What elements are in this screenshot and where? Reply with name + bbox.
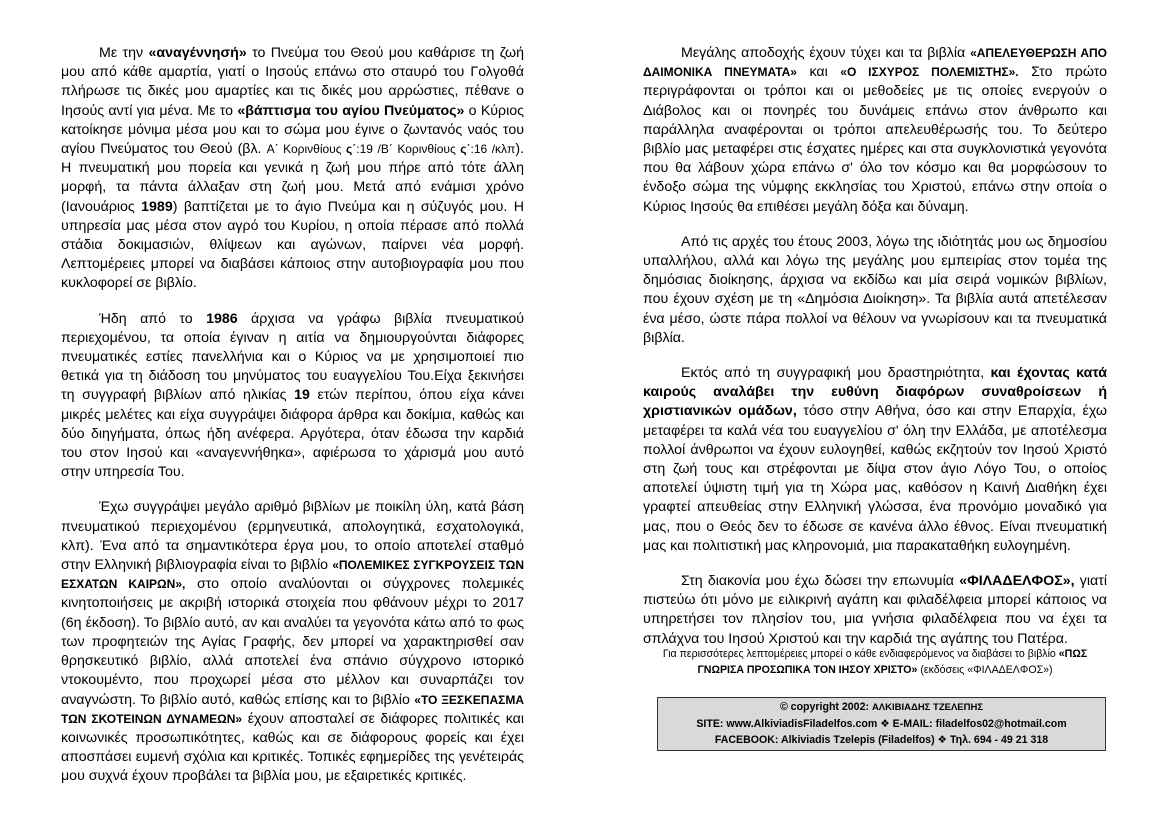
reference-note: Για περισσότερες λεπτομέρειες μπορεί ο κάθε ενδιαφερόμενος να διαβάσει το βιβλίο «ΠΩΣ ΓΝΩΡΙΣΑ ΠΡΟΣΩΠΙΚΑ ΤΟΝ ΙΗΣΟΥ ΧΡΙΣΤΟ» (εκδόσεις «ΦΙΛΑΔΕΛΦΟΣ») [662,648,1088,676]
book-title: «ΤΟ ΞΕΣΚΕΠΑΣΜΑ ΤΩΝ ΣΚΟΤΕΙΝΩΝ ΔΥΝΑΜΕΩΝ» [61,692,524,726]
copyright-line: © copyright 2002: ΑΛΚΙΒΙΑΔΗΣ ΤΖΕΛΕΠΗΣ [779,701,984,713]
facebook-line: FACEBOOK: Alkiviadis Tzelepis (Filadelfos) ❖ Τηλ. 694 - 49 21 318 [714,734,1049,746]
book-title: «ΑΠΕΛΕΥΘΕΡΩΣΗ ΑΠΟ ΔΑΙΜΟΝΙΚΑ ΠΝΕΥΜΑΤΑ» [643,46,1107,80]
site-line: SITE: www.AlkiviadisFiladelfos.com ❖ E-MAIL: filadelfos02@hotmail.com [696,718,1067,730]
copyright-box [657,697,1106,751]
paragraph: Από τις αρχές του έτους 2003, λόγω της ιδιότητάς μου ως δημοσίου υπαλλήλου, αλλά και λόγω της μεγάλης μου εμπειρίας στον τομέα της δημόσιας διοίκησης, άρχισα να εκδίδω και μία σειρά νομικών βιβλίων, που έχουν σχέση με τη «Δημόσια Διοίκηση». Τα βιβλία αυτά απετέλεσαν ένα μέσο, ώστε πάρα πολλοί να θέλουν να γνωρίσουν και τα πνευματικά βιβλία. [643,233,1107,346]
paragraph: Εκτός από τη συγγραφική μου δραστηριότητα, και έχοντας κατά καιρούς αναλάβει την ευθύνη διαφόρων συναθροίσεων ή χριστιανικών ομάδων, τόσο στην Αθήνα, όσο και στην Επαρχία, έχω μεταφέρει τα καλά νέα του ευαγγελίου σ' όλη την Ελλάδα, με αποτέλεσμα πολλοί άνθρωποι να έχουν ευλογηθεί, καθώς εκζητούν τον Ιησού Χριστό στη ζωή τους και στρέφονται με δίψα στον άγιο Λόγο Του, ο οποίος αποτελεί ύψιστη τιμή για τη Χώρα μας, καθόσον η Καινή Διαθήκη έχει γραφτεί απευθείας στην Ελληνική γλώσσα, ένα προνόμιο μοναδικό για μας, που ο Θεός δεν το έδωσε σε κανένα άλλο έθνος. Είναι πνευματική μας και πολιτιστική μας κληρονομιά, μια παρακαταθήκη ευλογημένη. [643,365,1107,554]
right-column [643,44,1107,665]
paragraph: Ήδη από το 1986 άρχισα να γράφω βιβλία πνευματικού περιεχομένου, τα οποία έγιναν η αιτία να δημιουργούνται διάφορες πνευματικές εστίες πανελλήνια και ο Κύριος να με χρησιμοποιεί πιο θετικά για τη διάδοση του μηνύματος του ευαγγελίου Του.Είχα ξεκινήσει τη συγγραφή βιβλίων από ηλικίας 19 ετών περίπου, όπου είχα κάνει μικρές μελέτες και είχα συγγράψει διάφορα άρθρα και δοκίμια, καθώς και δύο διηγήματα, όπως ήδη ανέφερα. Αργότερα, όταν έδωσα την καρδιά του στον Ιησού και «αναγεννήθηκα», αφιέρωσα το χάρισμά μου αυτό στην υπηρεσία Του. [61,310,524,481]
book-title: «ΠΟΛΕΜΙΚΕΣ ΣΥΓΚΡΟΥΣΕΙΣ ΤΩΝ ΕΣΧΑΤΩΝ ΚΑΙΡΩΝ», [61,558,524,592]
paragraph: Στη διακονία μου έχω δώσει την επωνυμία «ΦΙΛΑΔΕΛΦΟΣ», γιατί πιστεύω ότι μόνο με ειλικρινή αγάπη και φιλαδέλφεια μπορεί κάποιος να υπηρετήσει τον πλησίον του, μια γνήσια φιλαδέλφεια που να έχει τα σπλάχνα του Ιησού Χριστού και την καρδιά της αγάπης του Πατέρα. [643,573,1107,647]
paragraph: Μεγάλης αποδοχής έχουν τύχει και τα βιβλία «ΑΠΕΛΕΥΘΕΡΩΣΗ ΑΠΟ ΔΑΙΜΟΝΙΚΑ ΠΝΕΥΜΑΤΑ» και «Ο ΙΣΧΥΡΟΣ ΠΟΛΕΜΙΣΤΗΣ». Στο πρώτο περιγράφονται οι τρόποι και οι μεθοδείες με τις οποίες ενεργούν ο Διάβολος και οι πονηρές του δυνάμεις επάνω στον άνθρωπο και παράλληλα αναφέρονται οι τρόποι απελευθέρωσής του. Το δεύτερο βιβλίο μας μεταφέρει στις έσχατες ημέρες και στα συγκλονιστικά γεγονότα που θα λάβουν χώρα επάνω σ' όλο τον κόσμο και θα μορφώσουν το ένδοξο σώμα της νύμφης εκκλησίας του Χριστού, επάνω στην οποία ο Κύριος Ιησούς θα επιθέσει μεγάλη δόξα και δύναμη. [643,45,1107,215]
paragraph: Έχω συγγράψει μεγάλο αριθμό βιβλίων με ποικίλη ύλη, κατά βάση πνευματικού περιεχομένου (ερμηνευτικά, απολογητικά, εσχατολογικά, κλπ). Ένα από τα σημαντικότερα έργα μου, το οποίο αποτελεί σταθμό στην Ελληνική βιβλιογραφία είναι το βιβλίο «ΠΟΛΕΜΙΚΕΣ ΣΥΓΚΡΟΥΣΕΙΣ ΤΩΝ ΕΣΧΑΤΩΝ ΚΑΙΡΩΝ», στο οποίο αναλύονται οι σύγχρονες πολεμικές κινητοποιήσεις με ακριβή ιστορικά στοιχεία που φθάνουν μέχρι το 2017 (6η έκδοση). Το βιβλίο αυτό, αν και αναλύει τα γεγονότα κάτω από το φως των προφητειών της Αγίας Γραφής, δεν μπορεί να χαρακτηρισθεί σαν θρησκευτικό βιβλίο, αλλά αποτελεί ένα σπάνιο σύγχρονο ιστορικό ντοκουμέντο, που προχωρεί μέσα στο μέλλον και συναρπάζει τον αναγνώστη. Το βιβλίο αυτό, καθώς επίσης και το βιβλίο «ΤΟ ΞΕΣΚΕΠΑΣΜΑ ΤΩΝ ΣΚΟΤΕΙΝΩΝ ΔΥΝΑΜΕΩΝ» έχουν αποσταλεί σε διάφορες πολιτικές και κοινωνικές προσωπικότητες, καθώς και σε διάφορους φορείς και έχει αποσπάσει ευμενή σχόλια και κριτικές. Τοπικές εφημερίδες της γενέτειράς μου συχνά έχουν προβάλει τα βιβλία μου, με εξαιρετικές κριτικές. [61,499,525,785]
left-column [61,44,524,803]
book-title: «Ο ΙΣΧΥΡΟΣ ΠΟΛΕΜΙΣΤΗΣ». [840,65,1019,80]
paragraph: Με την «αναγέννησή» το Πνεύμα του Θεού μου καθάρισε τη ζωή μου από κάθε αμαρτία, γιατί ο Ιησούς επάνω στο σταυρό του Γολγοθά πλήρωσε τις δικές μου αμαρτίες και τις δικές μου αρρώστιες, πέθανε ο Ιησούς αντί για μένα. Με το «βάπτισμα του αγίου Πνεύματος» ο Κύριος κατοίκησε μόνιμα μέσα μου και το σώμα μου έγινε ο ζωντανός ναός του αγίου Πνεύματος του Θεού (βλ. Α΄ Κορινθίους ς΄:19 /Β΄ Κορινθίους ς΄:16 /κλπ). Η πνευματική μου πορεία και γενικά η ζωή μου πήρε από τότε άλλη μορφή, τα πάντα άλλαξαν στη ζωή μου. Μετά από ενάμισι χρόνο (Ιανουάριος 1989) βαπτίζεται με το άγιο Πνεύμα και η σύζυγός μου. Η υπηρεσία μας μέσα στον αγρό του Κυρίου, η οποία πέρασε από πολλά στάδια δοκιμασιών, θλίψεων και αγώνων, παίρνει νέα μορφή. Λεπτομέρειες μπορεί να διαβάσει κάποιος στην αυτοβιογραφία μου που κυκλοφορεί σε βιβλίο. [61,45,525,292]
